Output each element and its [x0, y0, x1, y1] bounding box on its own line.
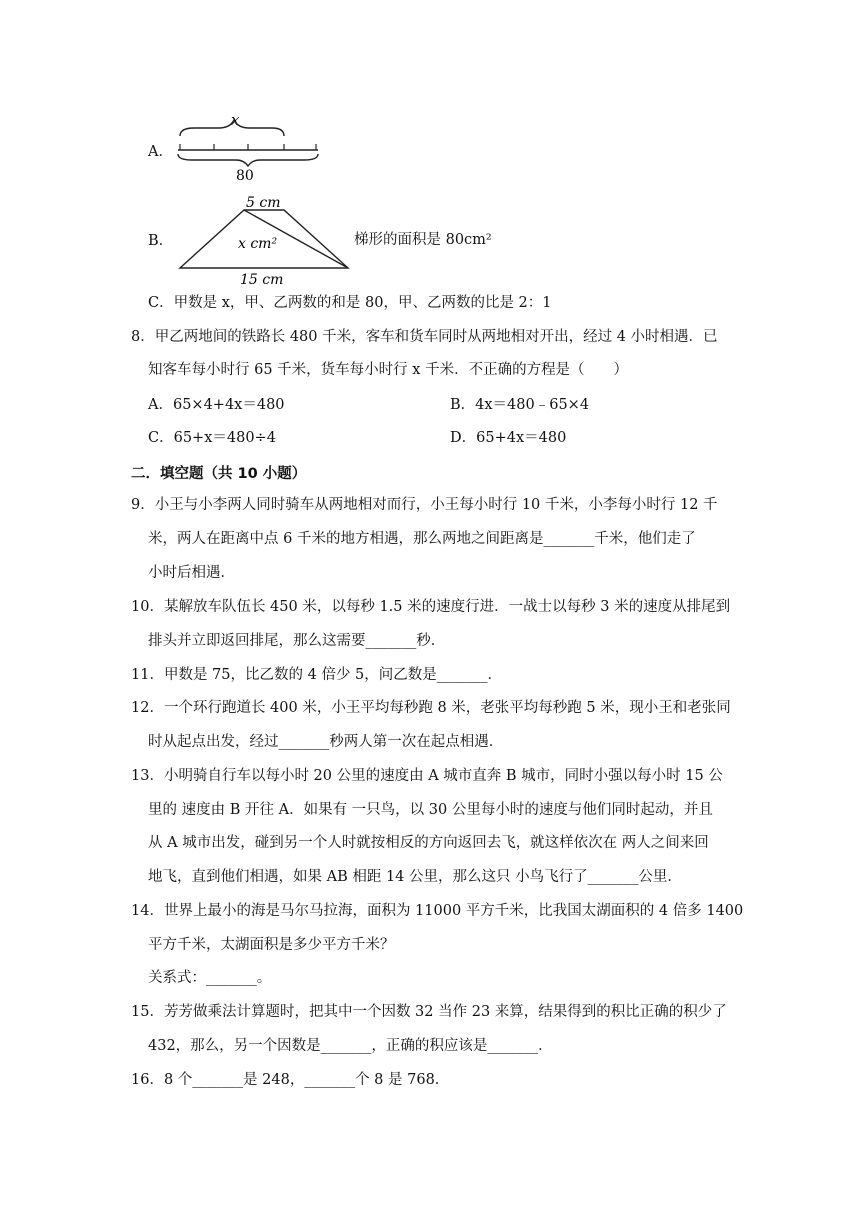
trapezoid-bottom-label: 15 cm [240, 272, 284, 286]
q12-line-2: 时从起点出发，经过_______秒两人第一次在起点相遇． [148, 734, 504, 750]
trapezoid-top-label: 5 cm [246, 195, 281, 211]
q11-line-1: 11．甲数是 75，比乙数的 4 倍少 5，问乙数是_______． [131, 667, 503, 683]
q14-line-2: 平方千米，太湖面积是多少平方千米？ [148, 937, 395, 953]
q8-option-b: B．4x＝480﹣65×4 [450, 397, 590, 413]
q14-line-3: 关系式：_______。 [148, 970, 272, 986]
q12-line-1: 12．一个环行跑道长 400 米，小王平均每秒跑 8 米，老张平均每秒跑 5 米，现小王和老张同 [131, 700, 731, 716]
q10-line-1: 10．某解放车队伍长 450 米，以每秒 1.5 米的速度行进．一战士以每秒 3 米的速度从排尾到 [131, 599, 731, 615]
q9-line-2: 米，两人在距离中点 6 千米的地方相遇，那么两地之间距离是_______千米，他们走了 [148, 531, 696, 547]
q8-line-2: 知客车每小时行 65 千米，货车每小时行 x 千米．不正确的方程是（ ） [148, 362, 629, 378]
q10-line-2: 排头并立即返回排尾，那么这需要_______秒． [148, 633, 446, 649]
q7-option-b-text: 梯形的面积是 80cm² [354, 232, 492, 248]
q9-line-3: 小时后相遇． [148, 565, 235, 581]
q13-line-2: 里的 速度由 B 开往 A．如果有 一只鸟，以 30 公里每小时的速度与他们同时起动，并且 [148, 802, 713, 818]
q7-option-a-label: A． [148, 144, 173, 160]
figure-a-top-label: x [231, 111, 240, 129]
trapezoid-area-label: x cm² [238, 236, 278, 252]
trapezoid-figure [174, 190, 354, 286]
q7-option-c: C．甲数是 x，甲、乙两数的和是 80，甲、乙两数的比是 2：1 [148, 295, 552, 311]
q14-line-1: 14．世界上最小的海是马尔马拉海，面积为 11000 平方千米，比我国太湖面积的 4 倍多 1400 [131, 903, 744, 919]
q15-line-1: 15．芳芳做乘法计算题时，把其中一个因数 32 当作 23 来算，结果得到的积比正确的积少了 [131, 1004, 727, 1020]
q7-option-b-label: B． [148, 233, 174, 249]
q16-line-1: 16．8 个_______是 248，_______个 8 是 768． [131, 1072, 450, 1088]
q8-option-c: C．65+x＝480÷4 [148, 430, 276, 446]
figure-a-bottom-label: 80 [236, 168, 254, 184]
q15-line-2: 432，那么，另一个因数是_______，正确的积应该是_______． [148, 1038, 553, 1054]
section-heading-fill-in: 二．填空题（共 10 小题） [131, 466, 307, 482]
q13-line-1: 13．小明骑自行车以每小时 20 公里的速度由 A 城市直奔 B 城市，同时小强以每小时 15 公 [131, 768, 723, 784]
q8-line-1: 8．甲乙两地间的铁路长 480 千米，客车和货车同时从两地相对开出，经过 4 小时相遇．已 [131, 329, 718, 345]
q13-line-4: 地飞，直到他们相遇，如果 AB 相距 14 公里，那么这只 小鸟飞行了_______公里． [148, 869, 682, 885]
q8-option-d: D．65+4x＝480 [450, 430, 567, 446]
q9-line-1: 9．小王与小李两人同时骑车从两地相对而行，小王每小时行 10 千米，小李每小时行 12 千 [131, 497, 718, 513]
q8-option-a: A．65×4+4x＝480 [148, 397, 285, 413]
number-line-figure [174, 110, 322, 184]
q13-line-3: 从 A 城市出发，碰到另一个人时就按相反的方向返回去飞，就这样依次在 两人之间来回 [148, 835, 709, 851]
